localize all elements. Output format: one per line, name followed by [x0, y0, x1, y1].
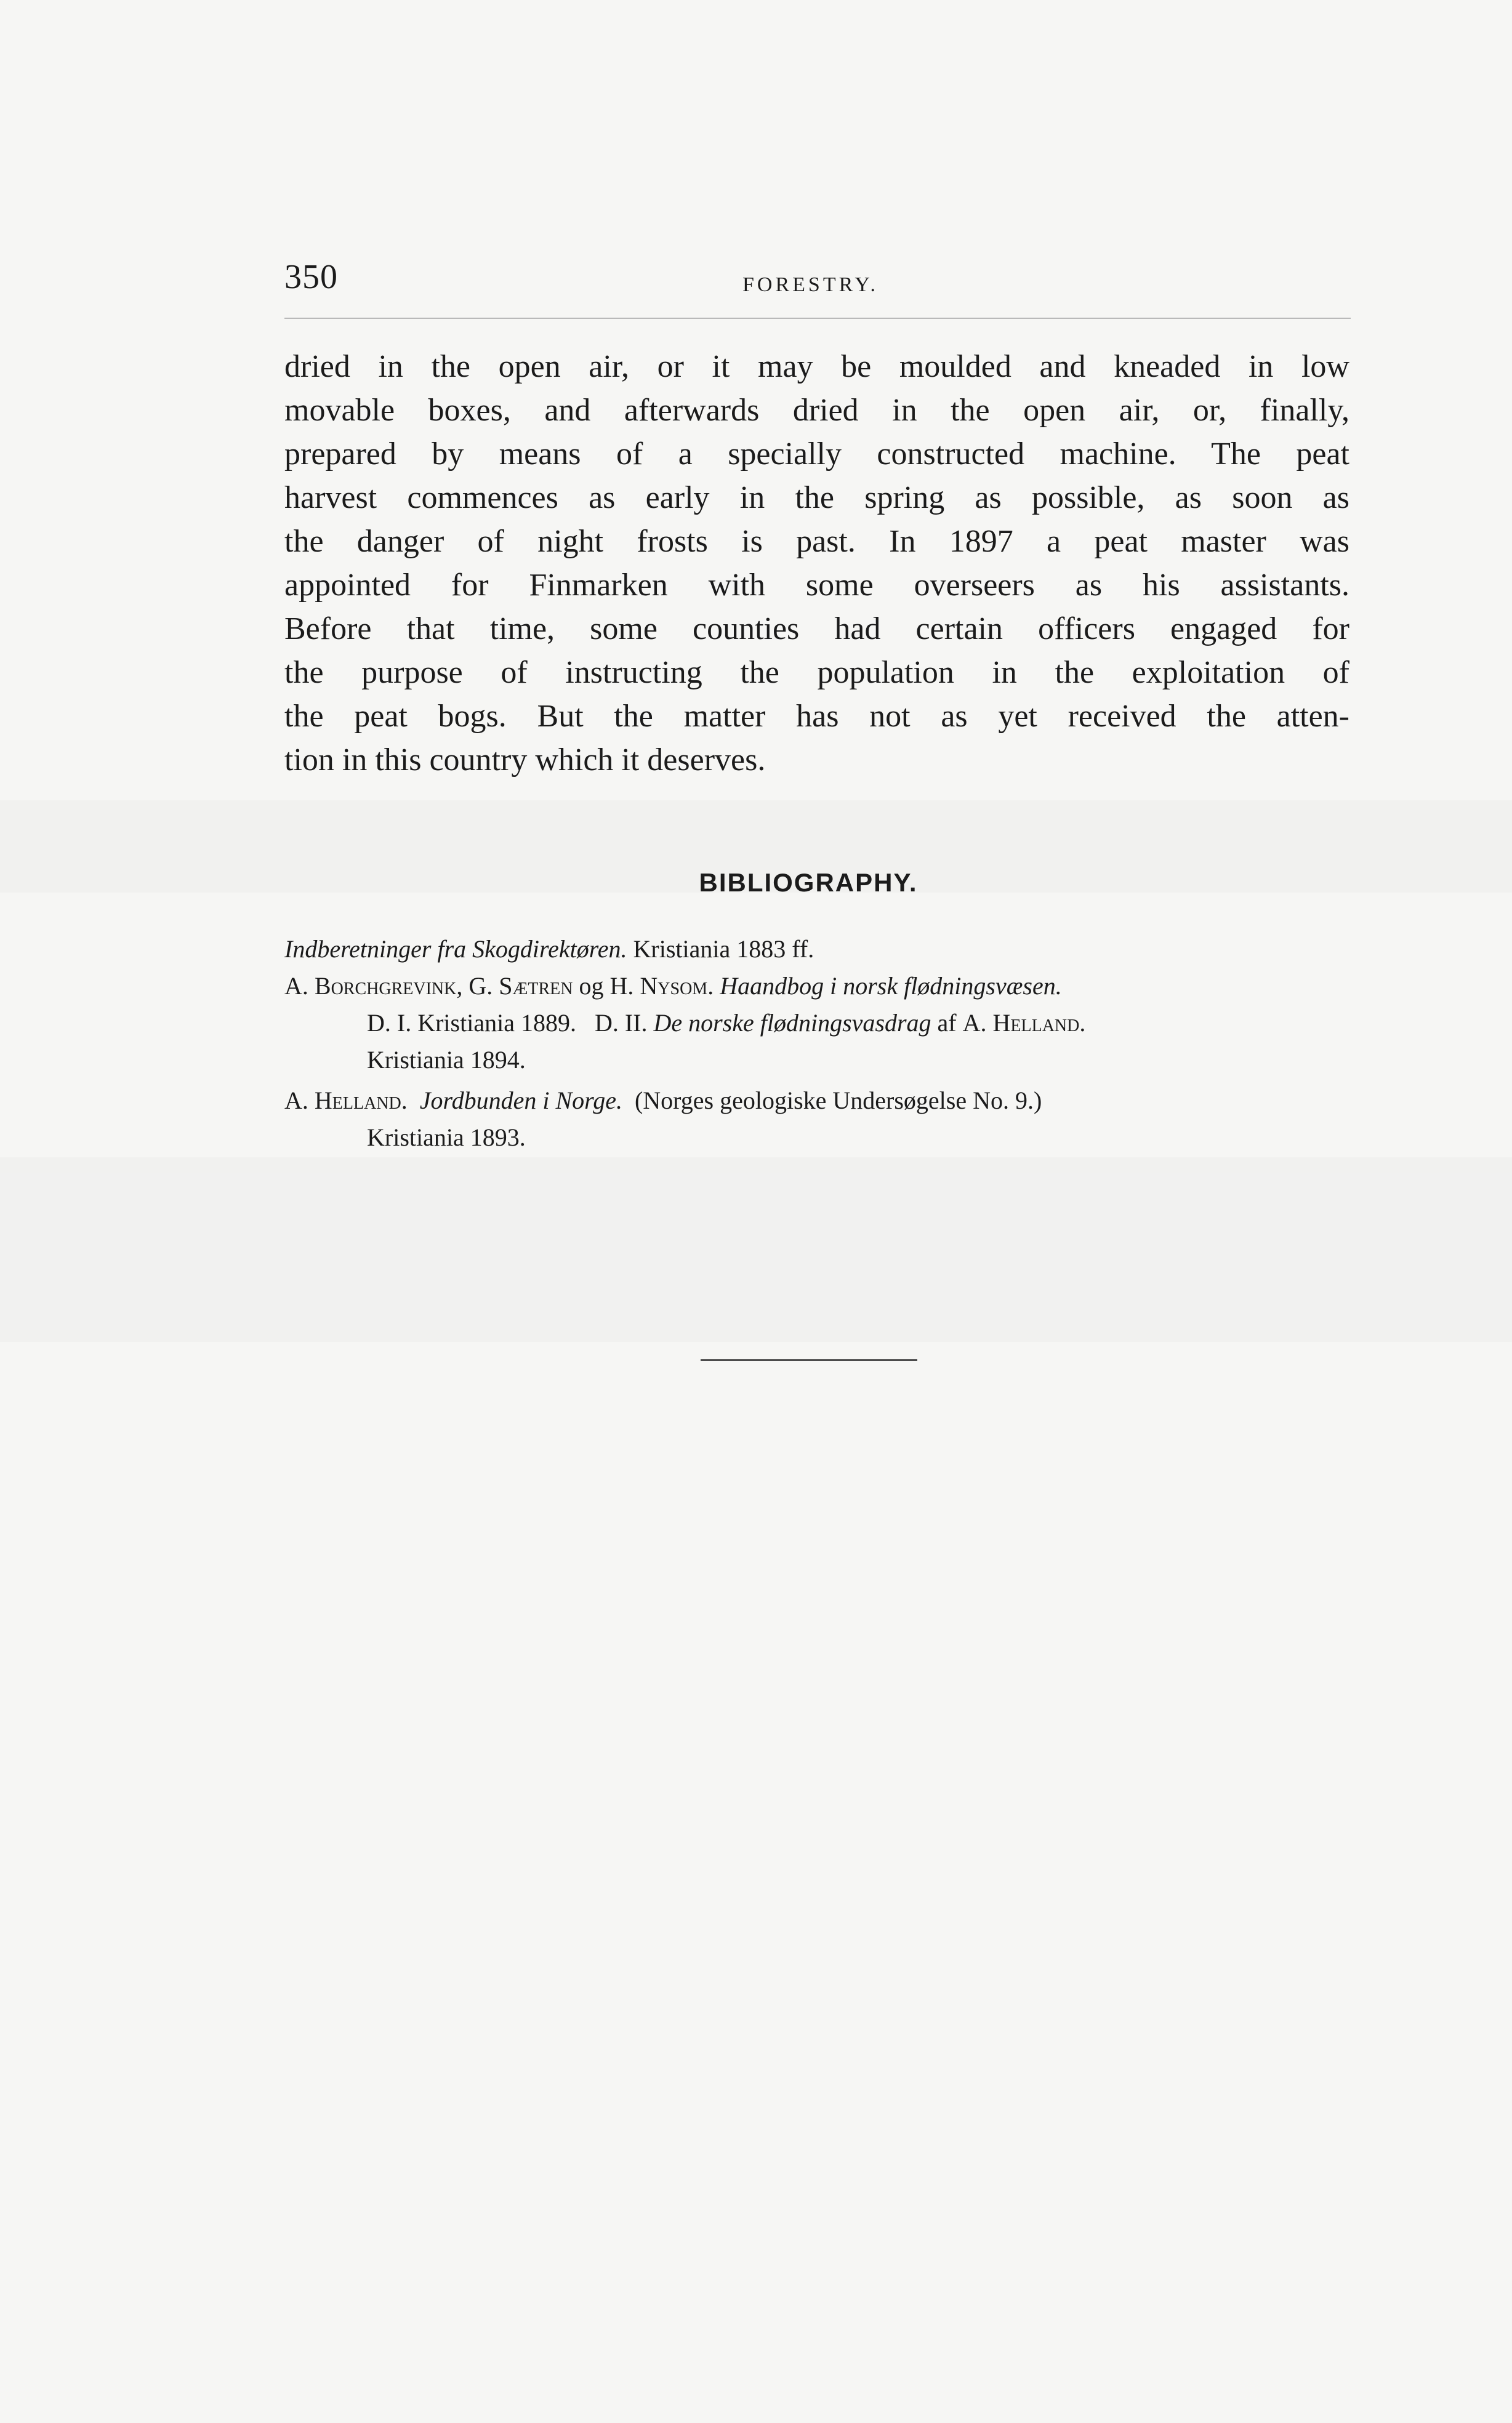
bibliography-list	[284, 931, 1349, 1156]
body-paragraph	[284, 345, 1349, 782]
scan-shading	[0, 1157, 1512, 1342]
author-name: H. Nysom	[609, 972, 708, 1000]
page-number: 350	[284, 258, 338, 296]
body-line: prepared by means of a specially constructed machine. The peat	[284, 436, 1349, 472]
body-line: harvest commences as early in the spring as possible, as soon as	[284, 480, 1349, 515]
bibliography-entry	[284, 931, 1349, 968]
body-line: tion in this country which it deserves.	[284, 742, 766, 778]
work-title: Indberetninger fra Skogdirektøren.	[284, 935, 627, 963]
work-title: De norske flødningsvasdrag	[653, 1009, 931, 1037]
work-title: Jordbunden i Norge.	[419, 1087, 622, 1114]
separator: .	[707, 972, 720, 1000]
body-line: the danger of night frosts is past. In 1897 a peat master was	[284, 524, 1349, 559]
body-line: the purpose of instructing the population in the exploitation of	[284, 655, 1349, 690]
header-rule	[284, 318, 1351, 319]
author-name: G. Sætren	[468, 972, 573, 1000]
body-line: dried in the open air, or it may be moulded and kneaded in low	[284, 349, 1349, 384]
separator: af	[931, 1009, 963, 1037]
publication-info: (Norges geologiske Undersøgelse No. 9.)	[622, 1087, 1042, 1114]
bibliography-continuation: Kristiania 1894.	[367, 1046, 526, 1074]
body-line: movable boxes, and afterwards dried in the open air, or, finally,	[284, 393, 1349, 428]
author-name: A. Helland	[284, 1087, 401, 1114]
bibliography-heading: BIBLIOGRAPHY.	[699, 868, 918, 897]
work-title: Haandbog i norsk flødningsvæsen.	[720, 972, 1062, 1000]
separator: .	[1079, 1009, 1086, 1037]
body-line: Before that time, some counties had certain officers engaged for	[284, 611, 1349, 646]
publication-info: Kristiania 1883 ff.	[627, 935, 814, 963]
closing-rule	[701, 1359, 917, 1361]
publication-info: D. I. Kristiania 1889. D. II.	[367, 1009, 654, 1037]
separator: ,	[456, 972, 469, 1000]
separator: og	[573, 972, 610, 1000]
bibliography-continuation: Kristiania 1893.	[367, 1123, 526, 1151]
body-line: the peat bogs. But the matter has not as yet received the atten-	[284, 699, 1349, 734]
running-head: FORESTRY.	[742, 273, 879, 296]
bibliography-entry	[284, 1082, 1349, 1119]
bibliography-entry	[284, 968, 1349, 1005]
bibliography-continuation	[284, 1005, 1349, 1042]
author-name: A. Borchgrevink	[284, 972, 457, 1000]
page-header	[284, 257, 1351, 319]
separator: .	[401, 1087, 420, 1114]
author-name: A. Helland	[962, 1009, 1080, 1037]
body-line: appointed for Finmarken with some overseers as his assistants.	[284, 568, 1349, 603]
